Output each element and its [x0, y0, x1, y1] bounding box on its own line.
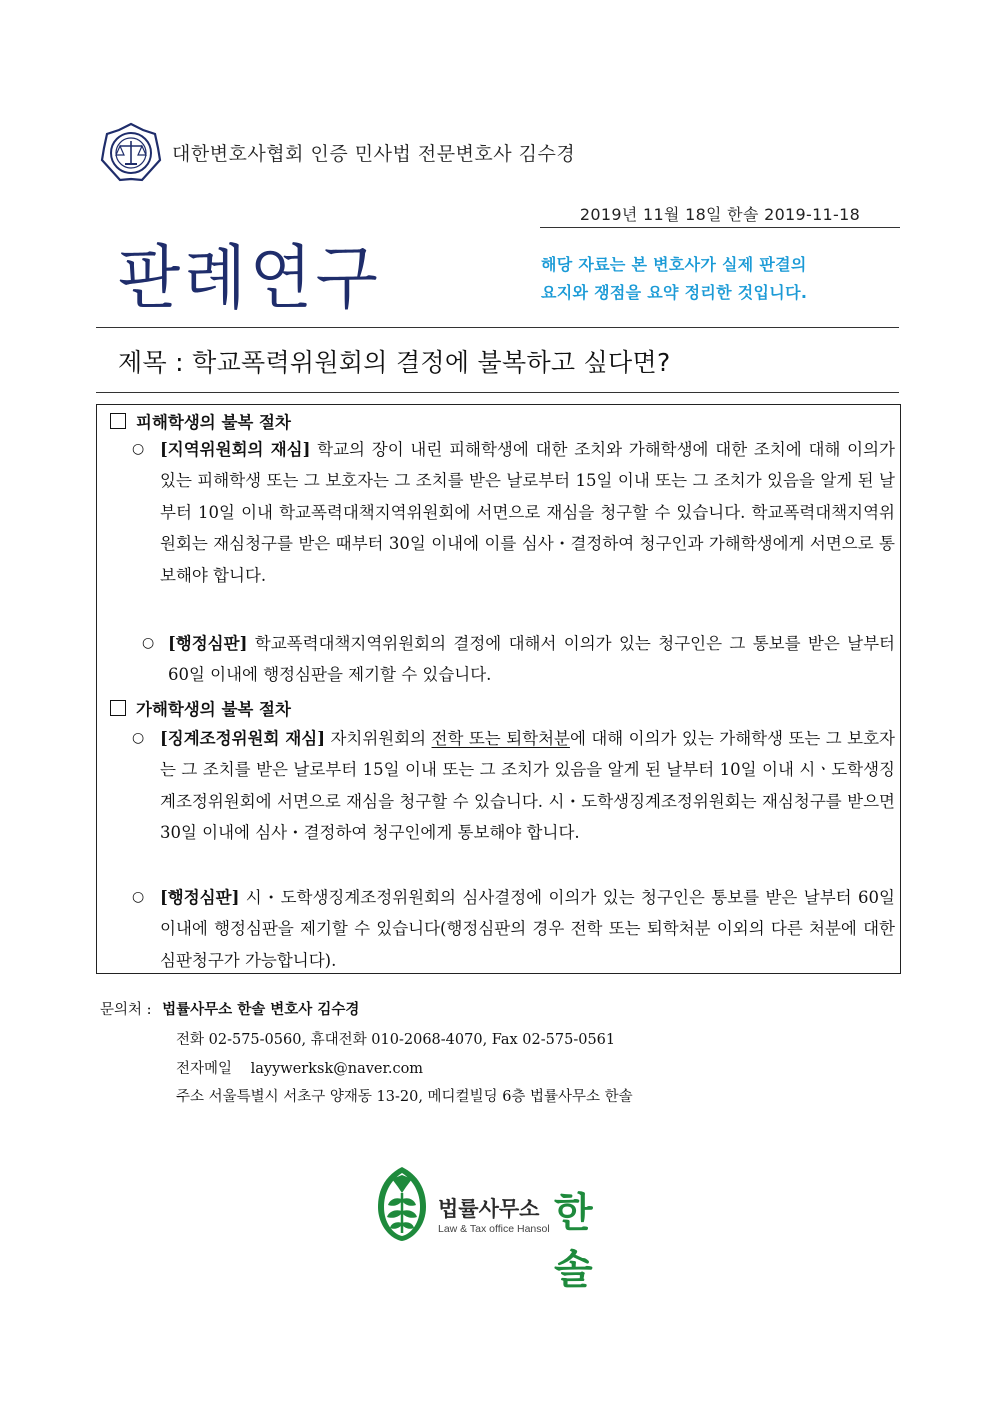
- contact-address: 주소 서울특별시 서초구 양재동 13-20, 메디컬빌딩 6층 법률사무소 한솔: [176, 1089, 633, 1105]
- circle-bullet-icon: ○: [142, 635, 155, 651]
- list-item-regional-review: [132, 434, 895, 591]
- item-text: 자치위원회의: [325, 729, 432, 748]
- item-label: [행정심판]: [160, 888, 240, 907]
- disclaimer-line-2: 요지와 쟁점을 요약 정리한 것입니다.: [541, 283, 808, 302]
- korean-bar-association-seal-icon: [100, 122, 162, 184]
- contact-phone: 전화 02-575-0560, 휴대전화 010-2068-4070, Fax 02-575-0561: [176, 1032, 616, 1048]
- divider: [96, 392, 899, 393]
- contact-email-label: 전자메일: [176, 1061, 233, 1077]
- firm-logo: [376, 1165, 626, 1293]
- disclaimer-notice: [541, 251, 807, 307]
- circle-bullet-icon: ○: [132, 889, 145, 905]
- divider: [96, 327, 899, 328]
- list-item-admin-appeal-offender: [132, 882, 895, 976]
- logo-name-en: Law & Tax office Hansol: [438, 1223, 550, 1235]
- section-heading-text: 피해학생의 불복 절차: [136, 413, 291, 432]
- circle-bullet-icon: ○: [132, 730, 145, 746]
- contact-email[interactable]: layywerksk@naver.com: [250, 1061, 424, 1077]
- association-certification-line: 대한변호사협회 인증 민사법 전문변호사 김수경: [172, 143, 576, 165]
- disclaimer-line-1: 해당 자료는 본 변호사가 실제 판결의: [541, 255, 807, 274]
- subject-heading: 제목 : 학교폭력위원회의 결정에 불복하고 싶다면?: [118, 348, 671, 377]
- document-title: 판례연구: [118, 237, 382, 319]
- contact-label: 문의처 :: [100, 1002, 152, 1018]
- list-item-disciplinary-review: [132, 723, 895, 849]
- publication-date-line: 2019년 11월 18일 한솔 2019-11-18: [540, 202, 900, 228]
- item-label: [행정심판]: [168, 634, 248, 653]
- hansol-leaf-logo-icon: [376, 1165, 428, 1243]
- item-label: [지역위원회의 재심]: [160, 440, 311, 459]
- item-text: 학교폭력대책지역위원회의 결정에 대해서 이의가 있는 청구인은 그 통보를 받은 날부터 60일 이내에 행정심판을 제기할 수 있습니다.: [168, 634, 895, 685]
- item-underlined-text: 전학 또는 퇴학처분: [431, 729, 570, 748]
- section-heading-offender: [110, 696, 291, 720]
- contact-firm: 법률사무소 한솔 변호사 김수경: [162, 1001, 360, 1018]
- item-text: 학교의 장이 내린 피해학생에 대한 조치와 가해학생에 대한 조치에 대해 이의가 있는 피해학생 또는 그 보호자는 그 조치를 받은 날로부터 15일 이내 또는 그 조치가 있음을 알게 된 날부터 10일 이내 학교폭력대책지역위원회에 서면으로 재심을 청구할 수 있습니다. 학교폭력대책지역위원회는 재심청구를 받은 때부터 30일 이내에 이를 심사・결정하여 청구인과 가해학생에게 서면으로 통보해야 합니다.: [160, 440, 895, 585]
- checkbox-square-icon: [110, 700, 126, 716]
- list-item-admin-appeal-victim: [142, 628, 895, 691]
- logo-name-small: 법률사무소: [438, 1197, 540, 1221]
- contact-firm-line: [100, 998, 359, 1019]
- section-heading-victim: [110, 409, 291, 433]
- contact-email-line: [176, 1057, 423, 1078]
- item-text: 시・도학생징계조정위원회의 심사결정에 이의가 있는 청구인은 통보를 받은 날부터 60일 이내에 행정심판을 제기할 수 있습니다(행정심판의 경우 전학 또는 퇴학처분 이외의 다른 처분에 대한 심판청구가 가능합니다).: [160, 888, 895, 970]
- checkbox-square-icon: [110, 413, 126, 429]
- logo-name-big: 한솔: [554, 1190, 593, 1293]
- item-text: 에 대해 이의가 있는 가해학생 또는 그 보호자는 그 조치를 받은 날로부터 15일 이내 또는 그 조치가 있음을 알게 된 날부터 10일 이내 시ㆍ도학생징계조정위원회에 서면으로 재심을 청구할 수 있습니다. 시・도학생징계조정위원회는 재심청구를 받으면 30일 이내에 심사・결정하여 청구인에게 통보해야 합니다.: [160, 729, 895, 843]
- section-heading-text: 가해학생의 불복 절차: [136, 700, 291, 719]
- item-label: [징계조정위원회 재심]: [160, 729, 326, 748]
- circle-bullet-icon: ○: [132, 441, 145, 457]
